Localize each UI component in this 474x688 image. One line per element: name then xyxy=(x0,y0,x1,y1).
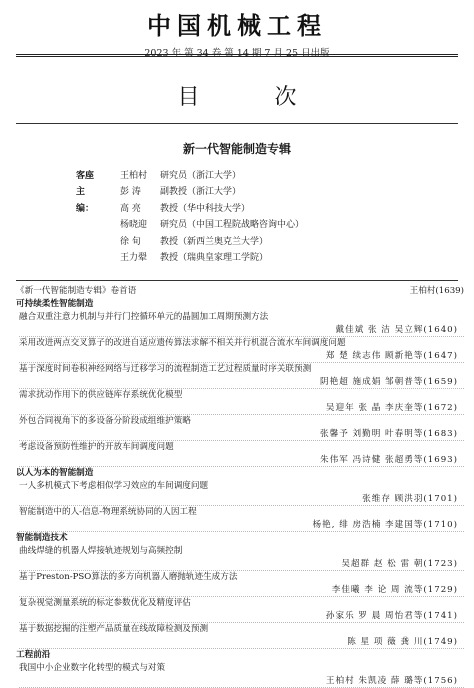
entry-authors-row xyxy=(19,675,464,688)
special-issue-title: 新一代智能制造专辑 xyxy=(0,140,474,157)
entry-authors: 朱伟军 冯诗健 张超勇等(1693) xyxy=(320,454,464,467)
toc-entry[interactable] xyxy=(19,571,464,597)
entry-authors-row xyxy=(19,584,464,598)
guest-editor-role: 研究员（中国工程院战略咨询中心） xyxy=(160,220,304,230)
toc-entry[interactable] xyxy=(19,662,464,688)
entry-title: 智能制造中的人-信息-物理系统协同的人因工程 xyxy=(19,506,464,519)
entry-authors-row xyxy=(19,428,464,442)
toc-entry[interactable] xyxy=(19,506,464,532)
guest-editor-row xyxy=(120,201,304,217)
entry-authors-row xyxy=(19,324,464,338)
entry-title: 曲线焊缝的机器人焊接轨迹规划与高频控制 xyxy=(19,545,464,558)
lead-article[interactable] xyxy=(16,284,464,298)
table-of-contents xyxy=(16,284,464,688)
guest-editor-list xyxy=(120,168,304,266)
entry-title: 考虑设备预防性维护的开放车间调度问题 xyxy=(19,441,464,454)
entry-authors-row xyxy=(19,610,464,624)
guest-editor-row xyxy=(120,234,304,250)
entry-authors-row xyxy=(19,376,464,390)
toc-entry[interactable] xyxy=(19,337,464,363)
entry-authors-row xyxy=(19,402,464,416)
entry-authors: 张馨予 刘勤明 叶春明等(1683) xyxy=(320,428,464,441)
guest-editor-name: 王柏村 xyxy=(120,168,160,184)
entry-authors: 陈 星 项 薇 龚 川(1749) xyxy=(347,636,464,649)
guest-editor-row xyxy=(120,184,304,200)
entry-authors-row xyxy=(19,558,464,572)
entry-authors: 孙家乐 罗 晨 周怡君等(1741) xyxy=(326,610,464,623)
toc-entry[interactable] xyxy=(19,545,464,571)
lead-article-authors: 王柏村(1639) xyxy=(410,284,464,298)
toc-title: 目 次 xyxy=(0,80,474,111)
section-heading: 以人为本的智能制造 xyxy=(16,467,464,480)
entry-authors: 王柏村 朱凯凌 薛 璐等(1756) xyxy=(326,675,464,688)
content-divider xyxy=(16,280,458,281)
entry-authors: 李佳曦 李 论 周 流等(1729) xyxy=(332,584,464,597)
toc-entry[interactable] xyxy=(19,389,464,415)
entry-authors-row xyxy=(19,519,464,533)
entry-authors: 杨艳, 绯 房浩楠 李建国等(1710) xyxy=(313,519,464,532)
guest-editor-name: 杨晓迎 xyxy=(120,217,160,233)
section-heading: 可持续柔性智能制造 xyxy=(16,298,464,311)
entry-authors: 吴迎年 张 晶 李庆奎等(1672) xyxy=(326,402,464,415)
entry-title: 我国中小企业数字化转型的模式与对策 xyxy=(19,662,464,675)
entry-authors: 张维存 顾洪羽(1701) xyxy=(362,493,464,506)
entry-title: 基于Preston-PSO算法的多方向机器人磨抛轨迹生成方法 xyxy=(19,571,464,584)
entry-title: 基于深度时间卷积神经网络与迁移学习的流程制造工艺过程质量时序关联预测 xyxy=(19,363,464,376)
toc-entry[interactable] xyxy=(19,623,464,649)
entry-title: 融合双重注意力机制与并行门控循环单元的晶圆加工周期预测方法 xyxy=(19,311,464,324)
entry-title: 外包合同视角下的多设备分阶段成组维护策略 xyxy=(19,415,464,428)
toc-entry[interactable] xyxy=(19,311,464,337)
entry-authors: 吴超群 赵 松 雷 朝(1723) xyxy=(341,558,464,571)
entry-authors-row xyxy=(19,350,464,364)
entry-title: 一人多机模式下考虑相似学习效应的车间调度问题 xyxy=(19,480,464,493)
toc-entry[interactable] xyxy=(19,363,464,389)
guest-editors-label: 客座主编： xyxy=(76,168,94,217)
guest-editor-name: 王力翚 xyxy=(120,250,160,266)
guest-editor-role: 教授（瑞典皇家理工学院） xyxy=(160,253,268,263)
guest-editor-role: 研究员（浙江大学） xyxy=(160,171,241,181)
toc-entry[interactable] xyxy=(19,597,464,623)
toc-entry[interactable] xyxy=(19,441,464,467)
masthead xyxy=(0,6,474,59)
entry-authors-row xyxy=(19,636,464,650)
section-heading: 工程前沿 xyxy=(16,649,464,662)
guest-editor-name: 徐 旬 xyxy=(120,234,160,250)
issue-info: 2023 年 第 34 卷 第 14 期 7 月 25 日出版 xyxy=(0,45,474,59)
lead-article-title: 《新一代智能制造专辑》卷首语 xyxy=(16,284,136,298)
toc-entry[interactable] xyxy=(19,480,464,506)
guest-editor-role: 副教授（浙江大学） xyxy=(160,187,241,197)
entry-authors: 郑 楚 续志伟 顾新艳等(1647) xyxy=(326,350,464,363)
entry-title: 需求扰动作用下的供应链库存系统优化模型 xyxy=(19,389,464,402)
entry-authors: 阴艳超 施成娟 邹朝普等(1659) xyxy=(320,376,464,389)
guest-editor-row xyxy=(120,217,304,233)
entry-title: 基于数据挖掘的注塑产品质量在线故障检测及预测 xyxy=(19,623,464,636)
guest-editor-role: 教授（新西兰奥克兰大学） xyxy=(160,237,268,247)
header-divider xyxy=(16,54,458,57)
guest-editor-role: 教授（华中科技大学） xyxy=(160,204,250,214)
guest-editor-row xyxy=(120,250,304,266)
toc-entry[interactable] xyxy=(19,415,464,441)
entry-authors-row xyxy=(19,493,464,507)
guest-editor-name: 彭 涛 xyxy=(120,184,160,200)
journal-title: 中国机械工程 xyxy=(0,6,474,41)
entry-title: 采用改进两点交叉算子的改进自适应遗传算法求解不相关并行机混合流水车间调度问题 xyxy=(19,337,464,350)
entry-authors-row xyxy=(19,454,464,468)
section-heading: 智能制造技术 xyxy=(16,532,464,545)
entry-title: 复杂视觉测量系统的标定参数优化及精度评估 xyxy=(19,597,464,610)
toc-divider xyxy=(16,123,458,124)
entry-authors: 戴佳斌 张 洁 吴立辉(1640) xyxy=(335,324,464,337)
guest-editor-name: 高 亮 xyxy=(120,201,160,217)
guest-editor-row xyxy=(120,168,304,184)
